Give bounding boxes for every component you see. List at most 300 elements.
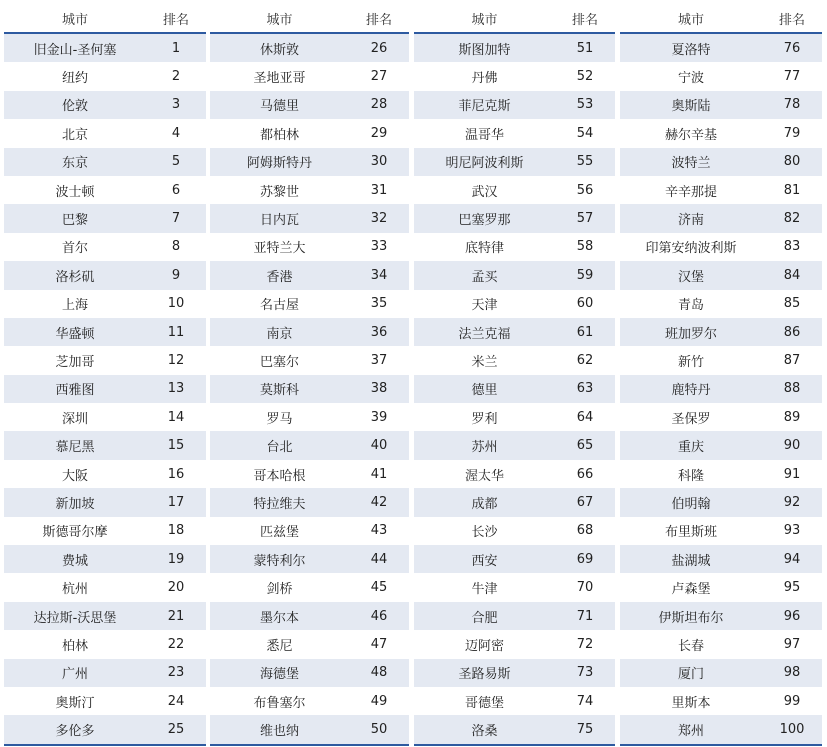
- city-column-header: 城市: [677, 12, 704, 28]
- table-row: [4, 602, 206, 630]
- table-column-block: [620, 4, 822, 746]
- rank-cell: 92: [783, 494, 801, 510]
- city-cell: 牛津: [471, 582, 498, 598]
- rank-cell: 34: [370, 267, 388, 283]
- rank-cell: 72: [576, 636, 594, 652]
- rank-cell: 40: [370, 438, 388, 454]
- table-row: [620, 687, 822, 715]
- table-row: [210, 659, 409, 687]
- rank-cell: 84: [783, 267, 801, 283]
- table-row: [620, 630, 822, 658]
- table-row: [414, 659, 615, 687]
- rank-cell: 45: [370, 580, 388, 596]
- table-row: [4, 148, 206, 176]
- rank-cell: 16: [167, 466, 185, 482]
- city-cell: 西雅图: [55, 383, 95, 399]
- table-row: [414, 204, 615, 232]
- rank-cell: 66: [576, 466, 594, 482]
- city-cell: 南京: [266, 326, 293, 342]
- rank-cell: 57: [576, 211, 594, 227]
- rank-cell: 33: [370, 239, 388, 255]
- table-row: [620, 431, 822, 459]
- rank-cell: 80: [783, 154, 801, 170]
- rank-cell: 29: [370, 125, 388, 141]
- rank-cell: 37: [370, 352, 388, 368]
- city-cell: 重庆: [677, 440, 704, 456]
- table-header-row: [210, 4, 409, 34]
- rank-cell: 81: [783, 182, 801, 198]
- table-row: [620, 91, 822, 119]
- table-row: [4, 460, 206, 488]
- rank-cell: 69: [576, 551, 594, 567]
- rank-cell: 2: [171, 69, 181, 85]
- city-cell: 海德堡: [259, 667, 299, 683]
- table-row: [414, 233, 615, 261]
- table-header-row: [4, 4, 206, 34]
- city-cell: 洛杉矶: [55, 269, 95, 285]
- rank-cell: 75: [576, 722, 594, 738]
- city-cell: 奥斯汀: [55, 695, 95, 711]
- table-row: [4, 488, 206, 516]
- table-row: [4, 573, 206, 601]
- rank-cell: 31: [370, 182, 388, 198]
- table-row: [620, 62, 822, 90]
- rank-cell: 56: [576, 182, 594, 198]
- rank-cell: 98: [783, 665, 801, 681]
- city-cell: 新竹: [677, 354, 704, 370]
- rank-cell: 94: [783, 551, 801, 567]
- table-row: [210, 545, 409, 573]
- table-row: [414, 176, 615, 204]
- rank-cell: 60: [576, 296, 594, 312]
- rank-cell: 97: [783, 636, 801, 652]
- city-column-header: 城市: [266, 12, 293, 28]
- city-cell: 芝加哥: [55, 354, 95, 370]
- rank-cell: 49: [370, 693, 388, 709]
- rank-cell: 70: [576, 580, 594, 596]
- table-row: [210, 91, 409, 119]
- city-cell: 西安: [471, 553, 498, 569]
- rank-column-header: 排名: [365, 12, 392, 28]
- table-row: [414, 687, 615, 715]
- table-row: [414, 460, 615, 488]
- rank-cell: 63: [576, 381, 594, 397]
- rank-cell: 20: [167, 580, 185, 596]
- table-row: [620, 346, 822, 374]
- rank-cell: 41: [370, 466, 388, 482]
- city-cell: 罗利: [471, 411, 498, 427]
- city-cell: 台北: [266, 440, 293, 456]
- table-row: [620, 659, 822, 687]
- city-cell: 波士顿: [55, 184, 95, 200]
- city-cell: 香港: [266, 269, 293, 285]
- city-cell: 孟买: [471, 269, 498, 285]
- city-cell: 马德里: [259, 99, 299, 115]
- rank-cell: 53: [576, 97, 594, 113]
- city-cell: 剑桥: [266, 582, 293, 598]
- city-cell: 哥德堡: [464, 695, 504, 711]
- table-row: [4, 687, 206, 715]
- rank-cell: 89: [783, 409, 801, 425]
- rank-cell: 47: [370, 636, 388, 652]
- rank-cell: 10: [167, 296, 185, 312]
- table-row: [620, 119, 822, 147]
- city-cell: 辛辛那提: [664, 184, 717, 200]
- city-cell: 奥斯陆: [671, 99, 711, 115]
- rank-cell: 55: [576, 154, 594, 170]
- rank-column-header: 排名: [162, 12, 189, 28]
- city-cell: 柏林: [61, 638, 88, 654]
- city-cell: 哥本哈根: [253, 468, 306, 484]
- table-row: [210, 630, 409, 658]
- city-cell: 东京: [61, 156, 88, 172]
- city-cell: 郑州: [677, 724, 704, 740]
- city-cell: 天津: [471, 298, 498, 314]
- city-cell: 首尔: [61, 241, 88, 257]
- table-row: [414, 261, 615, 289]
- rank-cell: 11: [167, 324, 185, 340]
- city-cell: 合肥: [471, 610, 498, 626]
- rank-cell: 28: [370, 97, 388, 113]
- city-cell: 圣路易斯: [458, 667, 511, 683]
- table-row: [620, 34, 822, 62]
- city-cell: 日内瓦: [259, 213, 299, 229]
- city-cell: 夏洛特: [671, 42, 711, 58]
- city-cell: 温哥华: [464, 127, 504, 143]
- rank-cell: 42: [370, 494, 388, 510]
- table-row: [4, 34, 206, 62]
- table-row: [620, 290, 822, 318]
- rank-cell: 79: [783, 125, 801, 141]
- city-cell: 布里斯班: [664, 525, 717, 541]
- table-row: [414, 34, 615, 62]
- table-row: [210, 431, 409, 459]
- city-cell: 多伦多: [55, 724, 95, 740]
- city-cell: 名古屋: [259, 298, 299, 314]
- rank-cell: 7: [171, 211, 181, 227]
- table-row: [210, 119, 409, 147]
- table-row: [210, 261, 409, 289]
- city-cell: 达拉斯-沃思堡: [33, 610, 117, 626]
- city-cell: 厦门: [677, 667, 704, 683]
- table-row: [4, 233, 206, 261]
- table-header-row: [620, 4, 822, 34]
- table-row: [210, 375, 409, 403]
- table-row: [414, 148, 615, 176]
- rank-cell: 86: [783, 324, 801, 340]
- city-cell: 成都: [471, 496, 498, 512]
- table-row: [4, 630, 206, 658]
- city-cell: 罗马: [266, 411, 293, 427]
- rank-cell: 35: [370, 296, 388, 312]
- city-cell: 卢森堡: [671, 582, 711, 598]
- rank-cell: 44: [370, 551, 388, 567]
- table-row: [414, 545, 615, 573]
- city-cell: 青岛: [677, 298, 704, 314]
- rank-cell: 24: [167, 693, 185, 709]
- city-cell: 圣保罗: [671, 411, 711, 427]
- table-row: [620, 715, 822, 745]
- city-cell: 布鲁塞尔: [253, 695, 306, 711]
- city-cell: 悉尼: [266, 638, 293, 654]
- table-row: [210, 488, 409, 516]
- table-row: [4, 517, 206, 545]
- city-cell: 汉堡: [677, 269, 704, 285]
- rank-cell: 52: [576, 69, 594, 85]
- table-row: [4, 119, 206, 147]
- table-row: [620, 204, 822, 232]
- city-cell: 都柏林: [259, 127, 299, 143]
- rank-cell: 5: [171, 154, 181, 170]
- table-header-row: [414, 4, 615, 34]
- city-cell: 新加坡: [55, 496, 95, 512]
- city-cell: 苏黎世: [259, 184, 299, 200]
- rank-cell: 78: [783, 97, 801, 113]
- table-row: [4, 346, 206, 374]
- table-row: [620, 602, 822, 630]
- rank-cell: 83: [783, 239, 801, 255]
- table-row: [4, 715, 206, 745]
- rank-cell: 46: [370, 608, 388, 624]
- city-cell: 匹兹堡: [259, 525, 299, 541]
- city-cell: 深圳: [61, 411, 88, 427]
- table-row: [620, 148, 822, 176]
- rank-cell: 68: [576, 523, 594, 539]
- rank-cell: 99: [783, 693, 801, 709]
- rank-cell: 21: [167, 608, 185, 624]
- city-cell: 里斯本: [671, 695, 711, 711]
- city-cell: 班加罗尔: [664, 326, 717, 342]
- rank-cell: 19: [167, 551, 185, 567]
- table-row: [210, 687, 409, 715]
- rank-cell: 50: [370, 722, 388, 738]
- table-row: [4, 403, 206, 431]
- rank-cell: 54: [576, 125, 594, 141]
- table-row: [414, 119, 615, 147]
- rank-cell: 14: [167, 409, 185, 425]
- table-row: [4, 261, 206, 289]
- rank-cell: 91: [783, 466, 801, 482]
- rank-cell: 17: [167, 494, 185, 510]
- table-row: [414, 488, 615, 516]
- rank-column-header: 排名: [571, 12, 598, 28]
- city-cell: 杭州: [61, 582, 88, 598]
- table-column-block: [414, 4, 615, 746]
- city-column-header: 城市: [471, 12, 498, 28]
- city-cell: 武汉: [471, 184, 498, 200]
- rank-cell: 30: [370, 154, 388, 170]
- table-column-block: [210, 4, 409, 746]
- rank-cell: 73: [576, 665, 594, 681]
- rank-cell: 12: [167, 352, 185, 368]
- rank-cell: 13: [167, 381, 185, 397]
- city-cell: 巴塞尔: [259, 354, 299, 370]
- table-row: [4, 62, 206, 90]
- rank-cell: 77: [783, 69, 801, 85]
- city-cell: 蒙特利尔: [253, 553, 306, 569]
- rank-cell: 58: [576, 239, 594, 255]
- table-row: [620, 573, 822, 601]
- table-column-block: [4, 4, 206, 746]
- rank-cell: 85: [783, 296, 801, 312]
- city-cell: 伯明翰: [671, 496, 711, 512]
- rank-cell: 9: [171, 267, 181, 283]
- city-cell: 广州: [61, 667, 88, 683]
- rank-cell: 67: [576, 494, 594, 510]
- table-row: [414, 403, 615, 431]
- city-cell: 长沙: [471, 525, 498, 541]
- table-row: [210, 148, 409, 176]
- table-row: [414, 290, 615, 318]
- city-cell: 墨尔本: [259, 610, 299, 626]
- table-row: [414, 62, 615, 90]
- rank-cell: 100: [779, 722, 805, 738]
- city-cell: 明尼阿波利斯: [445, 156, 524, 172]
- rank-column-header: 排名: [778, 12, 805, 28]
- city-cell: 费城: [61, 553, 88, 569]
- table-row: [4, 318, 206, 346]
- table-row: [210, 602, 409, 630]
- rank-cell: 6: [171, 182, 181, 198]
- city-cell: 苏州: [471, 440, 498, 456]
- rank-cell: 8: [171, 239, 181, 255]
- table-row: [620, 261, 822, 289]
- rank-cell: 3: [171, 97, 181, 113]
- rank-cell: 74: [576, 693, 594, 709]
- rank-cell: 96: [783, 608, 801, 624]
- city-cell: 法兰克福: [458, 326, 511, 342]
- rank-cell: 62: [576, 352, 594, 368]
- table-row: [620, 403, 822, 431]
- table-row: [210, 204, 409, 232]
- table-row: [414, 318, 615, 346]
- table-row: [4, 91, 206, 119]
- table-row: [414, 375, 615, 403]
- city-cell: 德里: [471, 383, 498, 399]
- table-row: [210, 517, 409, 545]
- table-row: [210, 346, 409, 374]
- city-cell: 洛桑: [471, 724, 498, 740]
- rank-cell: 36: [370, 324, 388, 340]
- city-cell: 旧金山-圣何塞: [33, 42, 117, 58]
- table-row: [4, 659, 206, 687]
- city-column-header: 城市: [61, 12, 88, 28]
- table-row: [210, 233, 409, 261]
- rank-cell: 71: [576, 608, 594, 624]
- table-row: [414, 715, 615, 745]
- table-row: [4, 176, 206, 204]
- table-row: [414, 602, 615, 630]
- city-cell: 大阪: [61, 468, 88, 484]
- city-cell: 莫斯科: [259, 383, 299, 399]
- city-cell: 鹿特丹: [671, 383, 711, 399]
- city-cell: 巴黎: [61, 213, 88, 229]
- city-cell: 迈阿密: [464, 638, 504, 654]
- city-cell: 慕尼黑: [55, 440, 95, 456]
- table-row: [210, 573, 409, 601]
- rank-cell: 51: [576, 40, 594, 56]
- table-row: [414, 346, 615, 374]
- table-row: [620, 176, 822, 204]
- rank-cell: 61: [576, 324, 594, 340]
- table-row: [210, 715, 409, 745]
- city-cell: 波特兰: [671, 156, 711, 172]
- city-cell: 特拉维夫: [253, 496, 306, 512]
- city-cell: 纽约: [61, 71, 88, 87]
- rank-cell: 23: [167, 665, 185, 681]
- table-row: [414, 91, 615, 119]
- city-cell: 华盛顿: [55, 326, 95, 342]
- table-row: [620, 233, 822, 261]
- rank-cell: 38: [370, 381, 388, 397]
- table-row: [210, 460, 409, 488]
- rank-cell: 4: [171, 125, 181, 141]
- table-row: [210, 62, 409, 90]
- table-row: [620, 375, 822, 403]
- table-row: [414, 517, 615, 545]
- city-cell: 长春: [677, 638, 704, 654]
- city-cell: 巴塞罗那: [458, 213, 511, 229]
- table-row: [620, 460, 822, 488]
- city-cell: 科隆: [677, 468, 704, 484]
- rank-cell: 15: [167, 438, 185, 454]
- rank-cell: 87: [783, 352, 801, 368]
- table-row: [620, 517, 822, 545]
- table-row: [210, 403, 409, 431]
- rank-cell: 39: [370, 409, 388, 425]
- rank-cell: 88: [783, 381, 801, 397]
- city-cell: 赫尔辛基: [664, 127, 717, 143]
- rank-cell: 32: [370, 211, 388, 227]
- rank-cell: 25: [167, 722, 185, 738]
- rank-cell: 93: [783, 523, 801, 539]
- table-row: [620, 545, 822, 573]
- city-cell: 渥太华: [464, 468, 504, 484]
- table-row: [210, 34, 409, 62]
- rank-cell: 90: [783, 438, 801, 454]
- city-cell: 盐湖城: [671, 553, 711, 569]
- rank-cell: 64: [576, 409, 594, 425]
- city-cell: 圣地亚哥: [253, 71, 306, 87]
- city-cell: 宁波: [677, 71, 704, 87]
- rank-cell: 48: [370, 665, 388, 681]
- rank-cell: 82: [783, 211, 801, 227]
- city-cell: 丹佛: [471, 71, 498, 87]
- rank-cell: 27: [370, 69, 388, 85]
- table-row: [4, 545, 206, 573]
- table-row: [210, 318, 409, 346]
- city-cell: 上海: [61, 298, 88, 314]
- rank-cell: 26: [370, 40, 388, 56]
- city-cell: 伦敦: [61, 99, 88, 115]
- city-cell: 印第安纳波利斯: [645, 241, 737, 257]
- table-row: [210, 290, 409, 318]
- city-cell: 北京: [61, 127, 88, 143]
- city-cell: 济南: [677, 213, 704, 229]
- rank-cell: 22: [167, 636, 185, 652]
- table-row: [4, 290, 206, 318]
- table-row: [414, 573, 615, 601]
- table-row: [210, 176, 409, 204]
- city-cell: 休斯敦: [259, 42, 299, 58]
- table-row: [4, 375, 206, 403]
- table-row: [4, 204, 206, 232]
- rank-cell: 65: [576, 438, 594, 454]
- city-cell: 菲尼克斯: [458, 99, 511, 115]
- table-row: [414, 431, 615, 459]
- table-row: [414, 630, 615, 658]
- city-cell: 米兰: [471, 354, 498, 370]
